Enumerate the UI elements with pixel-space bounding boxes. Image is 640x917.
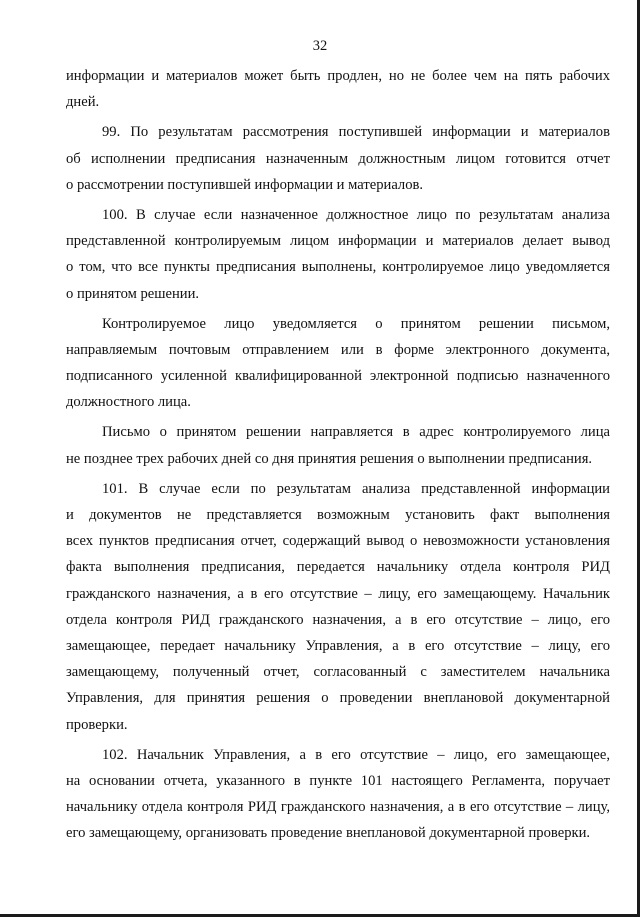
text-line: не позднее трех рабочих дней со дня принятия решения о выполнении предписания. bbox=[66, 450, 593, 467]
text-line: проверки. bbox=[66, 716, 128, 733]
paragraph-102 bbox=[66, 742, 610, 847]
paragraph-100-notification bbox=[66, 311, 610, 416]
text-line: о том, что все пункты предписания выполнены, контролируемое лицо уведомляется bbox=[66, 259, 610, 276]
page-number: 32 bbox=[312, 38, 328, 54]
text-line: информации и материалов может быть продлен, но не более чем на пять рабочих bbox=[66, 68, 610, 84]
text-line: 100. В случае если назначенное должностное лицо по результатам анализа bbox=[102, 206, 610, 223]
text-line: всех пунктов предписания отчет, содержащий вывод о невозможности установления bbox=[66, 533, 610, 550]
text-line: о принятом решении. bbox=[66, 285, 200, 302]
text-line: факта выполнения предписания, передается начальнику отдела контроля РИД bbox=[66, 559, 610, 576]
text-line: гражданского назначения, а в его отсутствие – лицу, его замещающему. Начальник bbox=[66, 585, 610, 602]
text-line: 101. В случае если по результатам анализа представленной информации bbox=[102, 480, 610, 497]
text-line: Контролируемое лицо уведомляется о принятом решении письмом, bbox=[102, 315, 610, 332]
text-line: о рассмотрении поступившей информации и материалов. bbox=[66, 176, 424, 193]
paragraph-101 bbox=[66, 476, 610, 738]
text-line: начальнику отдела контроля РИД гражданского назначения, а в его отсутствие – лицу, bbox=[66, 799, 610, 816]
text-line: отдела контроля РИД гражданского назначения, а в его отсутствие – лицо, его bbox=[66, 611, 610, 628]
text-line: Управления, для принятия решения о проведении внеплановой документарной bbox=[66, 690, 610, 707]
paragraph-100-letter bbox=[66, 419, 610, 471]
text-line: на основании отчета, указанного в пункте 101 настоящего Регламента, поручает bbox=[66, 772, 610, 789]
paragraph-100 bbox=[66, 202, 610, 307]
document-body bbox=[66, 63, 610, 846]
text-line: 99. По результатам рассмотрения поступившей информации и материалов bbox=[102, 124, 610, 141]
text-line: его замещающему, организовать проведение внеплановой документарной проверки. bbox=[66, 825, 591, 842]
text-line: подписанного усиленной квалифицированной электронной подписью назначенного bbox=[66, 368, 610, 385]
text-line: направляемым почтовым отправлением или в форме электронного документа, bbox=[66, 341, 610, 358]
text-line: представленной контролируемым лицом информации и материалов делает вывод bbox=[66, 233, 610, 250]
text-line: замещающее, передает начальнику Управления, а в его отсутствие – лицу, его bbox=[66, 637, 610, 654]
text-line: должностного лица. bbox=[66, 394, 191, 411]
text-line: об исполнении предписания назначенным должностным лицом готовится отчет bbox=[66, 150, 610, 167]
paragraph-continuation bbox=[66, 63, 610, 115]
paragraph-99 bbox=[66, 119, 610, 198]
text-line: 102. Начальник Управления, а в его отсутствие – лицо, его замещающее, bbox=[102, 746, 610, 763]
text-line: и документов не представляется возможным установить факт выполнения bbox=[66, 507, 610, 523]
text-line: Письмо о принятом решении направляется в адрес контролируемого лица bbox=[102, 424, 610, 441]
text-line: замещающему, полученный отчет, согласованный с заместителем начальника bbox=[66, 664, 610, 681]
text-line: дней. bbox=[66, 94, 100, 111]
